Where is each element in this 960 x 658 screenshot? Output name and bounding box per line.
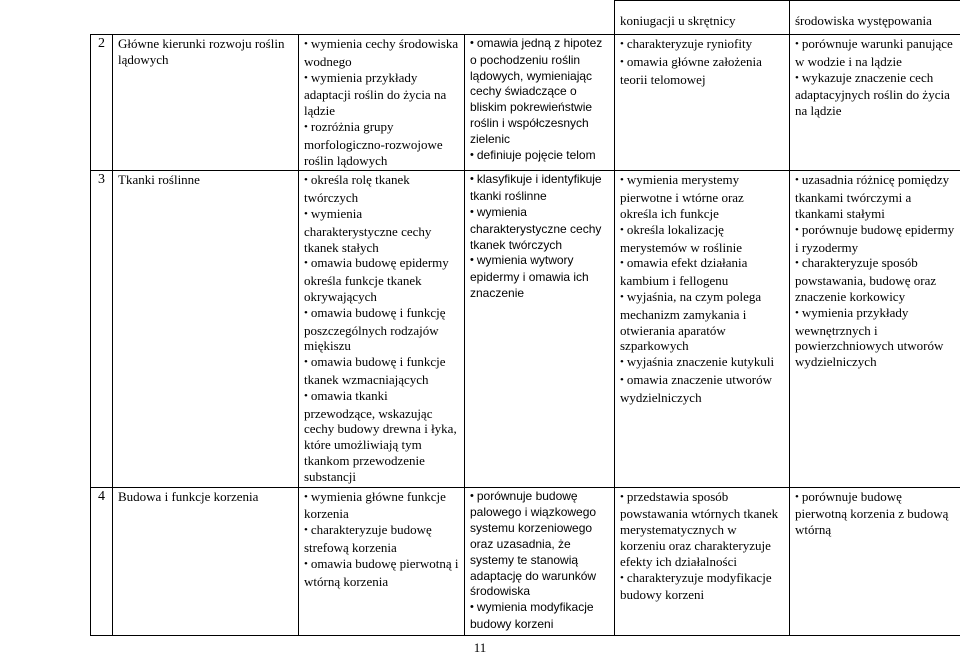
requirement-text: wymienia główne funkcje korzenia	[304, 488, 446, 522]
requirement-text: porównuje budowę epidermy i ryzodermy	[795, 221, 955, 255]
bullet-icon: •	[304, 207, 308, 220]
requirement-item	[470, 172, 609, 205]
bullet-icon: •	[795, 38, 799, 50]
bullet-icon: •	[795, 174, 799, 187]
requirement-item	[795, 305, 955, 370]
requirement-item	[795, 222, 955, 256]
row-topic: Tkanki roślinne	[113, 171, 299, 487]
requirements-cell-b	[465, 35, 615, 171]
requirement-text: charakteryzuje sposób powstawania, budowę oraz znaczenie korkowicy	[795, 255, 937, 304]
bullet-icon: •	[470, 173, 474, 186]
requirements-cell-c	[615, 35, 790, 171]
requirement-text: określa lokalizację merystemów w roślinie	[620, 221, 743, 255]
requirement-text: wyjaśnia, na czym polega mechanizm zamykania i otwierania aparatów szparkowych	[620, 288, 762, 354]
requirement-item	[304, 305, 459, 354]
requirement-item	[620, 255, 784, 289]
row-number: 2	[91, 35, 113, 171]
row-topic: Główne kierunki rozwoju roślin lądowych	[113, 35, 299, 171]
requirement-text: wymienia modyfikacje budowy korzeni	[470, 600, 594, 631]
requirement-text: porównuje warunki panujące w wodzie i na lądzie	[795, 36, 953, 69]
requirement-text: omawia tkanki przewodzące, wskazując cechy budowy drewna i łyka, które umożliwiają tym tkankom przewodzenie substancji	[304, 387, 457, 484]
requirement-item	[795, 172, 955, 221]
bullet-icon: •	[470, 254, 474, 267]
bullet-icon: •	[620, 55, 624, 68]
requirement-item	[620, 289, 784, 354]
requirement-item	[304, 119, 459, 168]
bullet-icon: •	[304, 557, 308, 570]
bullet-icon: •	[304, 174, 308, 187]
requirement-item	[470, 205, 609, 253]
requirements-cell-a	[299, 35, 465, 171]
requirement-item	[620, 489, 784, 570]
requirement-text: omawia główne założenia teorii telomowej	[620, 53, 762, 87]
requirement-text: rozróżnia grupy morfologiczno-rozwojowe roślin lądowych	[304, 118, 443, 168]
row-number: 3	[91, 171, 113, 487]
requirement-text: charakteryzuje modyfikacje budowy korzeni	[620, 569, 772, 603]
requirement-text: charakteryzuje budowę strefową korzenia	[304, 522, 432, 555]
header-cell-e: środowiska występowania	[790, 1, 960, 35]
requirement-text: charakteryzuje ryniofity	[626, 36, 753, 51]
row-number: 4	[91, 487, 113, 635]
bullet-icon: •	[304, 490, 308, 503]
requirement-text: wymienia charakterystyczne cechy tkanek stałych	[304, 205, 432, 255]
bullet-icon: •	[470, 205, 474, 218]
header-cell-d: koniugacji u skrętnicy	[615, 1, 790, 35]
table-row	[91, 171, 960, 487]
bullet-icon: •	[304, 306, 308, 319]
requirement-item	[304, 522, 459, 556]
bullet-icon: •	[795, 490, 799, 503]
requirement-item	[470, 489, 609, 601]
requirement-item	[304, 489, 459, 523]
requirement-text: omawia znaczenie utworów wydzielniczych	[620, 371, 772, 405]
requirement-item	[304, 206, 459, 255]
requirement-item	[620, 172, 784, 221]
bullet-icon: •	[304, 38, 308, 50]
requirement-text: omawia jedną z hipotez o pochodzeniu roślin lądowych, wymieniając cechy świadczące o bliskim pokrewieństwie roślin i współczesnych zielenic	[470, 36, 603, 146]
requirement-text: omawia budowę pierwotną i wtórną korzenia	[304, 555, 459, 589]
requirement-text: wykazuje znaczenie cech adaptacyjnych roślin do życia na lądzie	[795, 69, 950, 119]
requirement-text: wymienia przykłady adaptacji roślin do życia na lądzie	[304, 69, 447, 119]
requirements-cell-d	[790, 35, 960, 171]
requirements-cell-c	[615, 487, 790, 635]
requirement-item	[304, 172, 459, 206]
bullet-icon: •	[620, 223, 624, 236]
bullet-icon: •	[470, 37, 474, 49]
requirement-item	[795, 70, 955, 119]
bullet-icon: •	[620, 373, 624, 386]
requirement-item	[620, 222, 784, 256]
bullet-icon: •	[620, 290, 624, 303]
requirement-item	[795, 255, 955, 304]
bullet-icon: •	[304, 71, 308, 84]
bullet-icon: •	[304, 356, 308, 369]
requirement-item	[304, 354, 459, 388]
requirement-item	[470, 36, 609, 148]
requirement-text: wymienia cechy środowiska wodnego	[304, 36, 459, 69]
requirement-item	[304, 255, 459, 304]
requirements-cell-a	[299, 487, 465, 635]
requirement-text: wymienia wytwory epidermy i omawia ich znaczenie	[470, 253, 589, 300]
requirement-text: omawia budowę epidermy określa funkcje tkanek okrywających	[304, 255, 449, 304]
requirement-text: porównuje budowę palowego i wiązkowego systemu korzeniowego oraz uzasadnia, że systemy te stanowią adaptację do warunków środowiska	[470, 488, 597, 599]
requirement-item	[620, 354, 784, 372]
requirements-cell-a	[299, 171, 465, 487]
requirement-text: definiuje pojęcie telom	[476, 147, 596, 162]
requirement-text: klasyfikuje i identyfikuje tkanki roślinne	[470, 172, 602, 204]
requirement-item	[620, 36, 784, 54]
requirement-text: omawia budowę i funkcję poszczególnych rodzajów miękiszu	[304, 304, 446, 354]
bullet-icon: •	[304, 524, 308, 537]
bullet-icon: •	[620, 38, 624, 50]
requirements-cell-d	[790, 487, 960, 635]
bullet-icon: •	[304, 257, 308, 270]
bullet-icon: •	[620, 257, 624, 270]
requirement-text: wymienia merystemy pierwotne i wtórne oraz określa ich funkcje	[620, 172, 744, 221]
table-row	[91, 35, 960, 171]
requirement-item	[304, 36, 459, 70]
requirement-item	[304, 70, 459, 119]
page-number: 11	[473, 640, 487, 655]
bullet-icon: •	[620, 490, 624, 503]
bullet-icon: •	[795, 71, 799, 84]
requirements-table	[90, 0, 960, 636]
table-row	[91, 487, 960, 635]
requirement-text: uzasadnia różnicę pomiędzy tkankami twórczymi a tkankami stałymi	[795, 172, 950, 221]
requirements-cell-c	[615, 171, 790, 487]
requirements-cell-d	[790, 171, 960, 487]
row-topic: Budowa i funkcje korzenia	[113, 487, 299, 635]
requirement-item	[620, 54, 784, 88]
requirement-text: omawia efekt działania kambium i fellogenu	[620, 255, 748, 289]
bullet-icon: •	[470, 489, 474, 502]
requirement-item	[795, 36, 955, 70]
requirement-item	[795, 489, 955, 538]
bullet-icon: •	[620, 174, 624, 187]
table-header-row	[91, 1, 960, 35]
requirement-text: porównuje budowę pierwotną korzenia z budową wtórną	[795, 488, 949, 538]
requirement-text: wyjaśnia znaczenie kutykuli	[626, 354, 775, 370]
requirement-text: określa rolę tkanek twórczych	[304, 172, 410, 206]
bullet-icon: •	[470, 148, 474, 161]
requirements-cell-b	[465, 487, 615, 635]
bullet-icon: •	[304, 389, 308, 402]
requirements-cell-b	[465, 171, 615, 487]
requirement-item	[470, 148, 609, 165]
requirement-text: wymienia charakterystyczne cechy tkanek twórczych	[470, 204, 602, 252]
bullet-icon: •	[795, 223, 799, 236]
requirement-item	[304, 388, 459, 485]
requirement-item	[620, 372, 784, 406]
requirement-item	[304, 556, 459, 590]
requirement-item	[470, 600, 609, 633]
bullet-icon: •	[620, 356, 624, 369]
requirement-text: omawia budowę i funkcje tkanek wzmacniających	[304, 354, 446, 387]
requirement-text: wymienia przykłady wewnętrznych i powierzchniowych utworów wydzielniczych	[795, 304, 944, 370]
bullet-icon: •	[795, 257, 799, 270]
requirement-text: przedstawia sposób powstawania wtórnych tkanek merystematycznych w korzeniu oraz charakteryzuje efekty ich działalności	[620, 488, 779, 569]
bullet-icon: •	[304, 120, 308, 133]
bullet-icon: •	[470, 601, 474, 614]
requirement-item	[620, 570, 784, 604]
bullet-icon: •	[620, 571, 624, 584]
requirement-item	[470, 253, 609, 301]
bullet-icon: •	[795, 306, 799, 319]
